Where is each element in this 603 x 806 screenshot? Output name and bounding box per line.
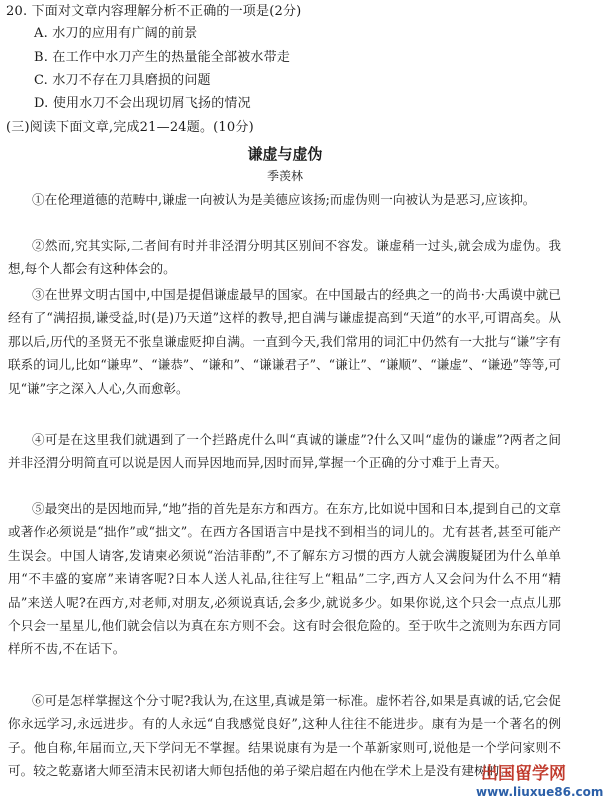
paragraph-1: ①在伦理道德的范畴中,谦虚一向被认为是美德应该扬;而虚伪则一向被认为是恶习,应该抑。 bbox=[32, 192, 536, 207]
option-a: A. 水刀的应用有广阔的前景 bbox=[34, 26, 198, 41]
section-heading: (三)阅读下面文章,完成21—24题。(10分) bbox=[6, 120, 254, 135]
site-watermark bbox=[476, 764, 603, 804]
article-author: 季羡林 bbox=[266, 169, 303, 183]
paragraph-2: ②然而,究其实际,二者间有时并非泾渭分明其区别间不容发。谦虚稍一过头,就会成为虚伪。我想,每个人都会有这种体会的。 bbox=[8, 238, 561, 277]
watermark-url: www.liuxue86.com bbox=[476, 785, 603, 799]
paragraph-3: ③在世界文明古国中,中国是提倡谦虚最早的国家。在中国最古的经典之一的尚书·大禹谟中就已经有了“满招损,谦受益,时(是)乃天道”这样的教导,把自满与谦虚提高到“天道”的水平,可谓高矣。从那以后,历代的圣贤无不张皇谦虚贬抑自满。一直到今天,我们常用的词汇中仍然有一大批与“谦”字有联系的词儿,比如“谦卑”、“谦恭”、“谦和”、“谦谦君子”、“谦让”、“谦顺”、“谦虚”、“谦逊”等等,可见“谦”字之深入人心,久而愈彰。 bbox=[8, 287, 561, 396]
watermark-title: 出国留学网 bbox=[481, 764, 566, 784]
option-b: B. 在工作中水刀产生的热量能全部被水带走 bbox=[34, 50, 291, 65]
paragraph-5: ⑤最突出的是因地而异,“地”指的首先是东方和西方。在东方,比如说中国和日本,提到自己的文章或著作必须说是“拙作”或“拙文”。在西方各国语言中是找不到相当的词儿的。尤有甚者,甚至可能产生误会。中国人请客,发请柬必须说“治洁菲酌”,不了解东方习惯的西方人就会满腹疑团为什么单单用“不丰盛的宴席”来请客呢?日本人送人礼品,往往写上“粗品”二字,西方人又会问为什么不用“精品”来送人呢?在西方,对老师,对朋友,必须说真话,会多少,就说多少。如果你说,这个只会一点点儿那个只会一星星儿,他们就会信以为真在东方则不会。这有时会很危险的。至于吹牛之流则为东西方同样所不齿,不在话下。 bbox=[8, 501, 561, 657]
option-c: C. 水刀不存在刀具磨损的问题 bbox=[34, 73, 211, 88]
article-title: 谦虚与虚伪 bbox=[247, 145, 323, 163]
paragraph-6: ⑥可是怎样掌握这个分寸呢?我认为,在这里,真诚是第一标准。虚怀若谷,如果是真诚的话,它会促你永远学习,永远进步。有的人永远“自我感觉良好”,这种人往往不能进步。康有为是一个著名的例子。他自称,年届而立,天下学问无不掌握。结果说康有为是一个革新家则可,说他是一个学问家则不可。较之乾嘉诸大师至清末民初诸大师包括他的弟子梁启超在内他在学术上是没有建树的。 bbox=[8, 693, 561, 779]
paragraph-4: ④可是在这里我们就遇到了一个拦路虎什么叫“真诚的谦虚”?什么又叫“虚伪的谦虚”?两者之间并非泾渭分明简直可以说是因人而异因地而异,因时而异,掌握一个正确的分寸难于上青天。 bbox=[8, 432, 561, 471]
option-d: D. 使用水刀不会出现切屑飞扬的情况 bbox=[34, 96, 251, 111]
question-title: 20. 下面对文章内容理解分析不正确的一项是(2分) bbox=[6, 4, 302, 19]
